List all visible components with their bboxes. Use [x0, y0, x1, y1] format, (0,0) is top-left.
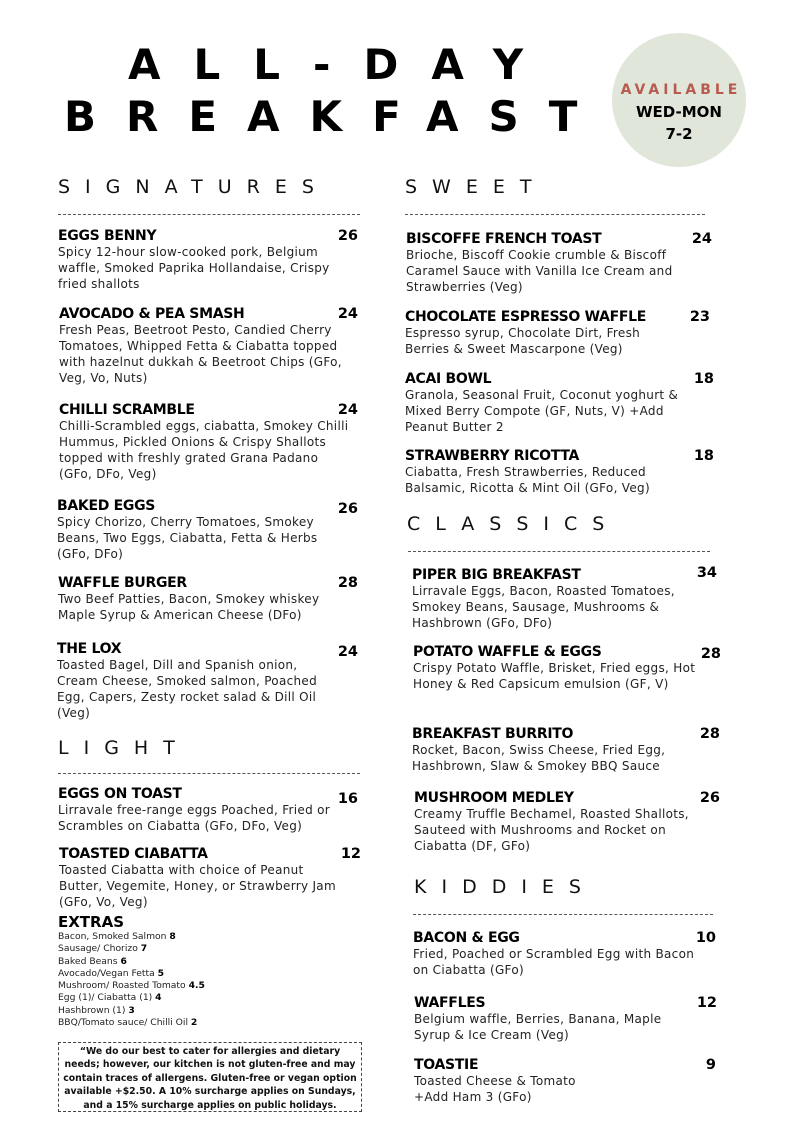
- item-price: 23: [689, 309, 710, 325]
- menu-item: [58, 786, 360, 834]
- item-description: Fresh Peas, Beetroot Pesto, Candied Cherry Tomatoes, Whipped Fetta & Ciabatta topped with hazelnut dukkah & Beetroot Chips (GFo, Veg, Vo, Nuts): [59, 323, 342, 385]
- menu-item: [412, 567, 717, 631]
- section-divider: [408, 551, 710, 552]
- item-description: Two Beef Patties, Bacon, Smokey whiskey Maple Syrup & American Cheese (DFo): [58, 592, 320, 622]
- menu-item: [414, 995, 717, 1043]
- item-price: 28: [337, 575, 358, 591]
- item-name: EGGS BENNY: [58, 228, 157, 244]
- section-divider: [405, 214, 705, 215]
- item-description: Lirravale Eggs, Bacon, Roasted Tomatoes, Smokey Beans, Sausage, Mushrooms & Hashbrown (GFo, DFo): [412, 584, 675, 630]
- item-name: THE LOX: [57, 641, 122, 657]
- menu-item: [414, 790, 720, 854]
- item-description: Brioche, Biscoff Cookie crumble & Biscoff Caramel Sauce with Vanilla Ice Cream and Strawberries (Veg): [406, 248, 673, 294]
- item-name: AVOCADO & PEA SMASH: [59, 306, 245, 322]
- extra-name: Avocado/Vegan Fetta: [58, 967, 155, 979]
- section-heading-kiddies: KIDDIES: [414, 876, 596, 898]
- menu-item: [406, 231, 712, 295]
- item-price: 24: [337, 644, 358, 660]
- item-description: Fried, Poached or Scrambled Egg with Bacon on Ciabatta (GFo): [413, 947, 695, 977]
- section-divider: [58, 773, 360, 774]
- section-heading-classics: CLASSICS: [407, 513, 620, 535]
- item-description: Spicy 12-hour slow-cooked pork, Belgium waffle, Smoked Paprika Hollandaise, Crispy fried shallots: [58, 245, 330, 291]
- extras-heading: EXTRAS: [58, 913, 125, 931]
- section-divider: [58, 214, 360, 215]
- item-price: 18: [693, 448, 714, 464]
- item-price: 16: [337, 791, 358, 807]
- item-price: 26: [699, 790, 720, 806]
- item-price: 24: [691, 231, 712, 247]
- menu-item: [59, 846, 361, 910]
- item-name: CHOCOLATE ESPRESSO WAFFLE: [405, 309, 647, 325]
- section-divider: [413, 914, 713, 915]
- item-price: 34: [696, 565, 717, 581]
- item-name: POTATO WAFFLE & EGGS: [413, 644, 602, 660]
- item-name: TOASTIE: [414, 1057, 479, 1073]
- item-name: CHILLI SCRAMBLE: [59, 402, 195, 418]
- item-price: 9: [705, 1057, 716, 1073]
- item-name: BREAKFAST BURRITO: [412, 726, 574, 742]
- item-name: PIPER BIG BREAKFAST: [412, 567, 581, 583]
- item-name: WAFFLE BURGER: [58, 575, 187, 591]
- extra-name: Bacon, Smoked Salmon: [58, 931, 167, 942]
- item-description: Toasted Ciabatta with choice of Peanut Butter, Vegemite, Honey, or Strawberry Jam (GFo, Vo, Veg): [59, 863, 336, 909]
- item-description: Lirravale free-range eggs Poached, Fried or Scrambles on Ciabatta (GFo, DFo, Veg): [58, 803, 331, 833]
- menu-item: [414, 1057, 716, 1105]
- extra-price: 8: [169, 931, 176, 942]
- menu-item: [405, 309, 712, 357]
- item-name: TOASTED CIABATTA: [59, 846, 208, 862]
- menu-item: [57, 498, 360, 562]
- extra-name: Baked Beans: [58, 955, 118, 967]
- extras-item: [58, 1017, 205, 1029]
- extras-list: [58, 913, 205, 1029]
- extra-name: Hashbrown (1): [58, 1004, 126, 1016]
- menu-title-line-2: BREAKFAST: [64, 92, 608, 141]
- extra-price: 6: [120, 955, 127, 967]
- extras-item: [58, 980, 205, 992]
- menu-item: [57, 641, 360, 721]
- item-price: 28: [699, 726, 720, 742]
- extra-price: 5: [157, 967, 165, 979]
- item-name: BAKED EGGS: [57, 498, 156, 514]
- item-name: ACAI BOWL: [405, 371, 492, 387]
- menu-item: [59, 402, 360, 482]
- item-price: 26: [337, 501, 358, 517]
- item-price: 10: [695, 930, 716, 946]
- extra-name: BBQ/Tomato sauce/ Chilli Oil: [58, 1017, 188, 1029]
- item-name: WAFFLES: [414, 995, 486, 1011]
- section-heading-signatures: SIGNATURES: [58, 176, 329, 198]
- extra-price: 2: [190, 1017, 198, 1029]
- item-description: Spicy Chorizo, Cherry Tomatoes, Smokey Beans, Two Eggs, Ciabatta, Fetta & Herbs (GFo, DFo): [57, 515, 318, 561]
- extras-item: [58, 968, 205, 980]
- menu-item: [58, 575, 360, 623]
- item-description: Espresso syrup, Chocolate Dirt, Fresh Berries & Sweet Mascarpone (Veg): [405, 326, 641, 356]
- availability-badge: [612, 33, 746, 167]
- item-price: 24: [337, 402, 358, 418]
- item-description: Rocket, Bacon, Swiss Cheese, Fried Egg, Hashbrown, Slaw & Smokey BBQ Sauce: [412, 743, 666, 773]
- extras-item: [58, 1005, 205, 1017]
- menu-title-line-1: ALL-DAY: [128, 40, 557, 89]
- item-name: BACON & EGG: [413, 930, 520, 946]
- item-description: Chilli-Scrambled eggs, ciabatta, Smokey Chilli Hummus, Pickled Onions & Crispy Shallots topped with freshly grated Grana Padano (GFo, DFo, Veg): [59, 419, 349, 481]
- item-description: Belgium waffle, Berries, Banana, Maple Syrup & Ice Cream (Veg): [414, 1012, 662, 1042]
- menu-item: [413, 930, 716, 978]
- allergy-surcharge-notice: “We do our best to cater for allergies and dietary needs; however, our kitchen is not gluten-free and may contain traces of allergens. Gluten-free or vegan option available +$2.50. A 10% surcharge applies on Sundays, and a 15% surcharge applies on public holidays.: [58, 1042, 362, 1112]
- item-name: STRAWBERRY RICOTTA: [405, 448, 580, 464]
- menu-item: [412, 726, 720, 774]
- menu-item: [405, 448, 716, 496]
- item-name: EGGS ON TOAST: [58, 786, 182, 802]
- item-price: 12: [696, 995, 717, 1011]
- extra-price: 3: [128, 1004, 135, 1016]
- availability-hours: 7-2: [665, 125, 693, 143]
- availability-days: WED-MON: [636, 103, 722, 121]
- extra-name: Sausage/ Chorizo: [58, 943, 138, 955]
- item-description: Toasted Bagel, Dill and Spanish onion, Cream Cheese, Smoked salmon, Poached Egg, Capers, Zesty rocket salad & Dill Oil (Veg): [57, 658, 317, 720]
- menu-item: [405, 371, 716, 435]
- extras-item: [58, 992, 205, 1004]
- item-price: 28: [700, 646, 721, 662]
- item-description: Crispy Potato Waffle, Brisket, Fried eggs, Hot Honey & Red Capsicum emulsion (GF, V): [413, 661, 696, 691]
- item-description: Creamy Truffle Bechamel, Roasted Shallots, Sauteed with Mushrooms and Rocket on Ciabatta (DF, GFo): [414, 807, 689, 853]
- section-heading-light: LIGHT: [58, 737, 190, 759]
- extra-name: Mushroom/ Roasted Tomato: [58, 980, 186, 992]
- item-price: 24: [337, 306, 358, 322]
- extras-item: [58, 956, 205, 968]
- item-price: 18: [693, 371, 714, 387]
- item-price: 12: [340, 846, 361, 862]
- menu-item: [413, 644, 721, 692]
- item-description: Ciabatta, Fresh Strawberries, Reduced Balsamic, Ricotta & Mint Oil (GFo, Veg): [405, 465, 650, 495]
- menu-item: [58, 228, 360, 292]
- extra-name: Egg (1)/ Ciabatta (1): [58, 992, 153, 1004]
- extras-item: [58, 943, 205, 955]
- item-description: Toasted Cheese & Tomato +Add Ham 3 (GFo): [414, 1074, 576, 1104]
- availability-label: AVAILABLE: [620, 82, 742, 98]
- extras-item: [58, 931, 205, 943]
- menu-item: [59, 306, 360, 386]
- item-price: 26: [337, 228, 358, 244]
- item-name: BISCOFFE FRENCH TOAST: [406, 231, 602, 247]
- extra-price: 7: [140, 943, 148, 955]
- section-heading-sweet: SWEET: [405, 176, 547, 198]
- item-name: MUSHROOM MEDLEY: [414, 790, 574, 806]
- extra-price: 4.5: [188, 980, 205, 992]
- extra-price: 4: [155, 992, 162, 1004]
- item-description: Granola, Seasonal Fruit, Coconut yoghurt & Mixed Berry Compote (GF, Nuts, V) +Add Peanut Butter 2: [405, 388, 679, 434]
